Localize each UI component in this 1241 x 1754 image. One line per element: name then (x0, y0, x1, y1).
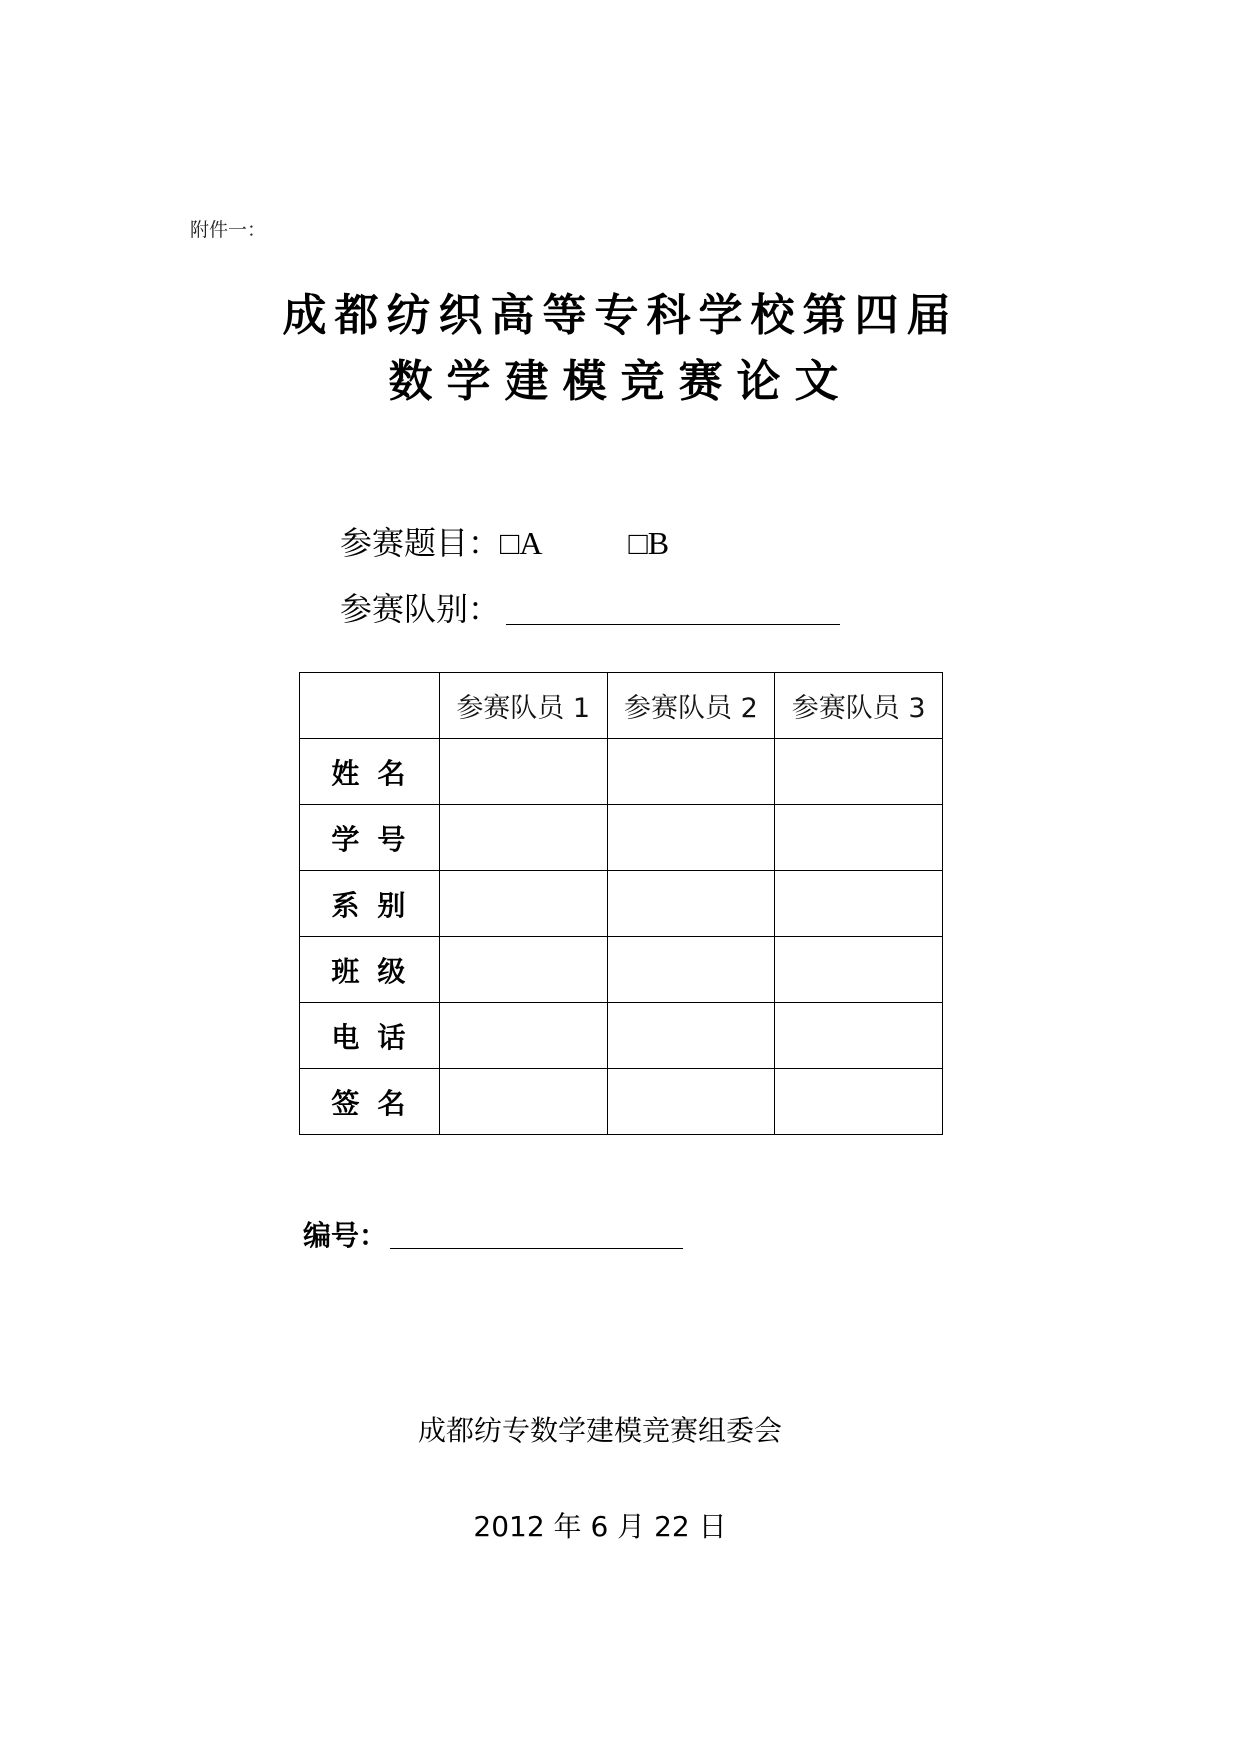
table-row (300, 937, 943, 1003)
table-cell[interactable] (775, 1003, 943, 1069)
table-cell[interactable] (607, 1003, 775, 1069)
members-table (299, 672, 943, 1135)
team-row (340, 589, 500, 629)
document-date: 2012 年 6 月 22 日 (473, 1510, 727, 1543)
table-header-row (300, 673, 943, 739)
table-cell[interactable] (775, 805, 943, 871)
row-label: 班级 (300, 937, 440, 1003)
table-cell[interactable] (607, 937, 775, 1003)
title-line-2: 数学建模竞赛论文 (388, 356, 853, 407)
table-cell[interactable] (775, 871, 943, 937)
row-label: 学号 (300, 805, 440, 871)
table-cell[interactable] (607, 739, 775, 805)
table-row (300, 871, 943, 937)
table-cell[interactable] (439, 871, 607, 937)
organizing-committee: 成都纺专数学建模竞赛组委会 (417, 1414, 782, 1447)
serial-label: 编号： (303, 1219, 388, 1252)
table-row (300, 805, 943, 871)
header-cell-member-1: 参赛队员 1 (439, 673, 607, 739)
table-cell[interactable] (439, 739, 607, 805)
table-cell[interactable] (607, 1069, 775, 1135)
table-row (300, 739, 943, 805)
table-cell[interactable] (439, 805, 607, 871)
row-label: 系别 (300, 871, 440, 937)
row-label: 电话 (300, 1003, 440, 1069)
table-cell[interactable] (775, 937, 943, 1003)
header-cell-member-2: 参赛队员 2 (607, 673, 775, 739)
serial-input-line[interactable] (390, 1248, 683, 1249)
table-row (300, 1069, 943, 1135)
header-cell-empty (300, 673, 440, 739)
team-label: 参赛队别： (340, 590, 501, 628)
table-cell[interactable] (439, 1003, 607, 1069)
team-input-line[interactable] (506, 624, 840, 625)
topic-label: 参赛题目： (340, 524, 501, 562)
attachment-label: 附件一： (190, 219, 267, 241)
topic-row (340, 523, 669, 563)
option-b-checkbox[interactable]: □B (628, 525, 670, 561)
row-label: 姓名 (300, 739, 440, 805)
table-cell[interactable] (775, 1069, 943, 1135)
table-cell[interactable] (775, 739, 943, 805)
table-cell[interactable] (439, 1069, 607, 1135)
table-row (300, 1003, 943, 1069)
option-a-checkbox[interactable]: □A (500, 525, 543, 561)
table-cell[interactable] (607, 871, 775, 937)
title-line-1: 成都纺织高等专科学校第四届 (282, 290, 959, 341)
table-cell[interactable] (439, 937, 607, 1003)
table-cell[interactable] (607, 805, 775, 871)
row-label: 签名 (300, 1069, 440, 1135)
header-cell-member-3: 参赛队员 3 (775, 673, 943, 739)
